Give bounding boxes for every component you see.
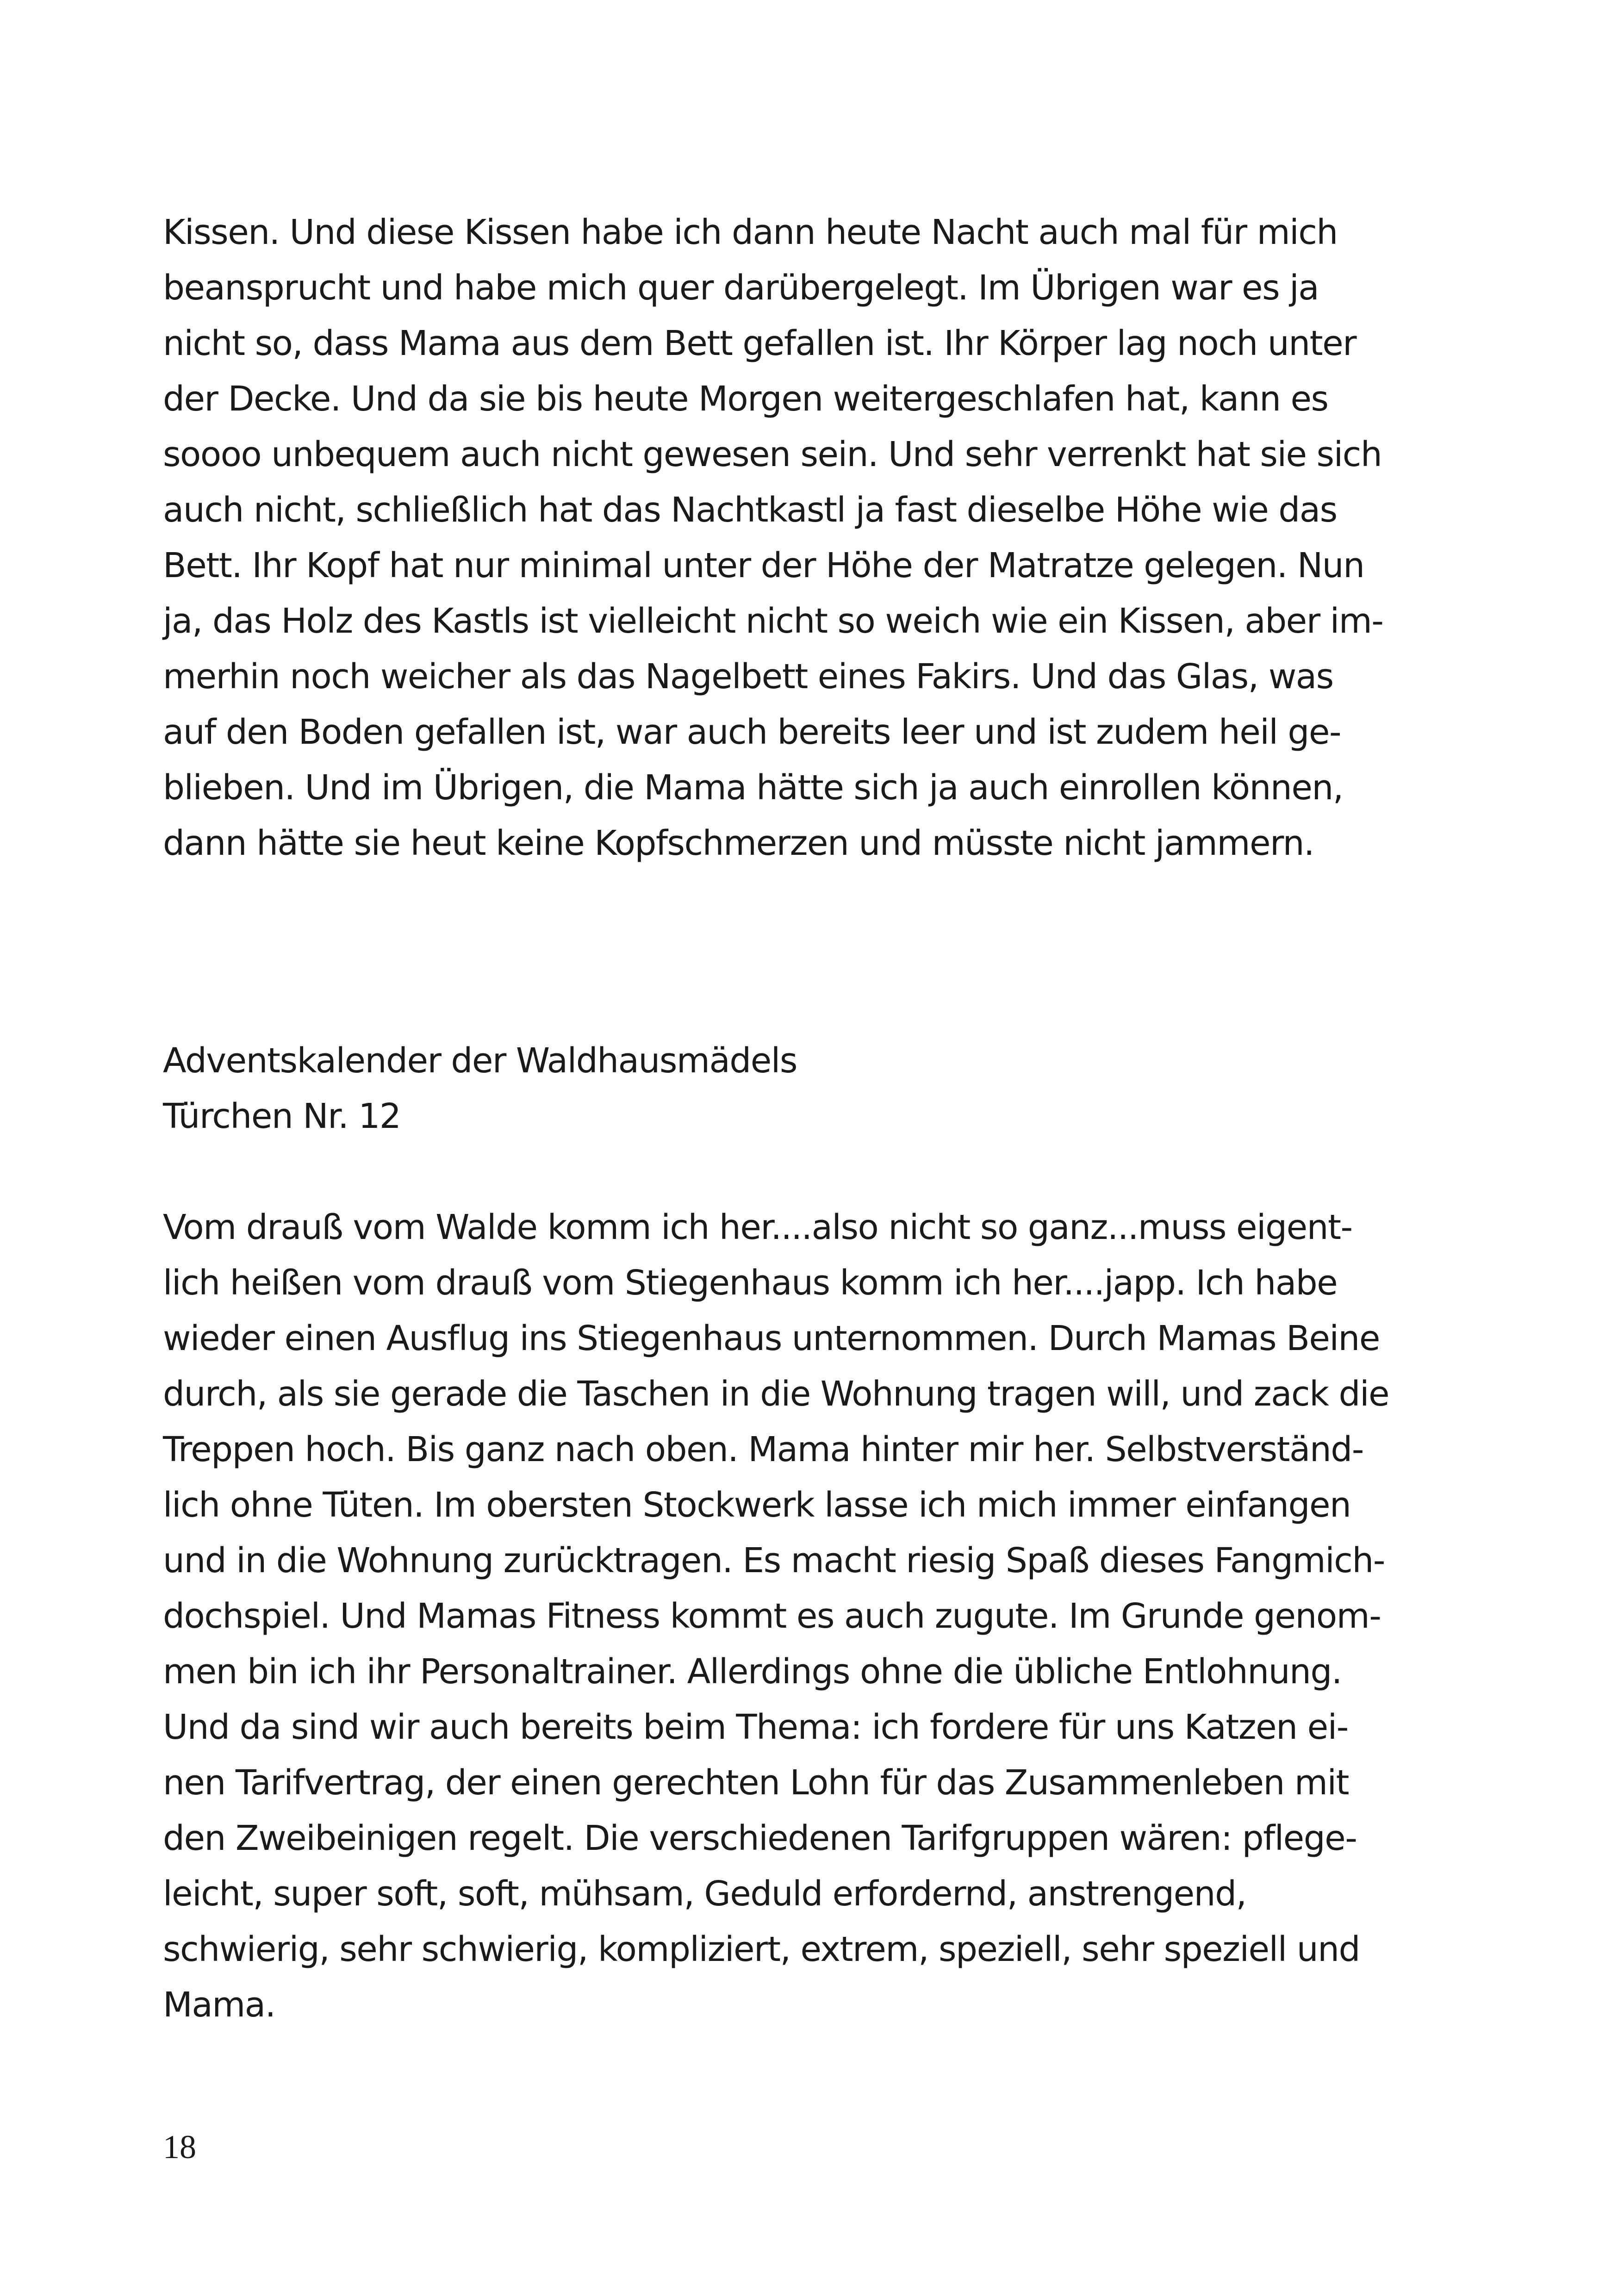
text-line: leicht, super soft, soft, mühsam, Geduld erfordernd, anstrengend, (163, 1874, 1246, 1914)
text-line: blieben. Und im Übrigen, die Mama hätte sich ja auch einrollen können, (163, 768, 1343, 808)
text-line: auch nicht, schließlich hat das Nachtkastl ja fast dieselbe Höhe wie das (163, 490, 1337, 530)
text-line: dochspiel. Und Mamas Fitness kommt es auch zugute. Im Grunde genom- (163, 1596, 1381, 1636)
heading-title: Adventskalender der Waldhausmädels (163, 1041, 797, 1081)
body-paragraph-1 (163, 205, 1383, 871)
text-line: schwierig, sehr schwierig, kompliziert, extrem, speziell, sehr speziell und (163, 1929, 1360, 1969)
text-line: nicht so, dass Mama aus dem Bett gefallen ist. Ihr Körper lag noch unter (163, 324, 1357, 363)
text-line: durch, als sie gerade die Taschen in die Wohnung tragen will, und zack die (163, 1374, 1389, 1414)
text-line: auf den Boden gefallen ist, war auch bereits leer und ist zudem heil ge- (163, 712, 1341, 752)
text-line: merhin noch weicher als das Nagelbett eines Fakirs. Und das Glas, was (163, 657, 1333, 697)
text-line: beansprucht und habe mich quer darübergelegt. Im Übrigen war es ja (163, 268, 1319, 308)
text-line: dann hätte sie heut keine Kopfschmerzen und müsste nicht jammern. (163, 823, 1314, 863)
text-line: und in die Wohnung zurücktragen. Es macht riesig Spaß dieses Fangmich- (163, 1541, 1385, 1580)
text-line: den Zweibeinigen regelt. Die verschiedenen Tarifgruppen wären: pflege- (163, 1818, 1357, 1858)
text-line: der Decke. Und da sie bis heute Morgen weitergeschlafen hat, kann es (163, 379, 1328, 419)
section-heading (163, 1033, 797, 1144)
text-line: nen Tarifvertrag, der einen gerechten Lohn für das Zusammenleben mit (163, 1763, 1349, 1803)
text-line: wieder einen Ausflug ins Stiegenhaus unternommen. Durch Mamas Beine (163, 1319, 1380, 1358)
text-line: Und da sind wir auch bereits beim Thema: ich fordere für uns Katzen ei- (163, 1707, 1348, 1747)
text-line: Mama. (163, 1985, 275, 2025)
text-line: Vom drauß vom Walde komm ich her....also nicht so ganz...muss eigent- (163, 1207, 1352, 1247)
page-number: 18 (163, 2128, 196, 2165)
body-paragraph-2 (163, 1200, 1389, 2033)
text-line: lich heißen vom drauß vom Stiegenhaus komm ich her....japp. Ich habe (163, 1263, 1338, 1303)
text-line: soooo unbequem auch nicht gewesen sein. Und sehr verrenkt hat sie sich (163, 435, 1382, 474)
text-line: men bin ich ihr Personaltrainer. Allerdings ohne die übliche Entlohnung. (163, 1652, 1342, 1692)
text-line: Kissen. Und diese Kissen habe ich dann heute Nacht auch mal für mich (163, 212, 1338, 252)
heading-subtitle: Türchen Nr. 12 (163, 1096, 401, 1136)
text-line: lich ohne Tüten. Im obersten Stockwerk lasse ich mich immer einfangen (163, 1485, 1351, 1525)
text-line: Bett. Ihr Kopf hat nur minimal unter der Höhe der Matratze gelegen. Nun (163, 546, 1364, 585)
text-line: Treppen hoch. Bis ganz nach oben. Mama hinter mir her. Selbstverständ- (163, 1430, 1363, 1469)
text-line: ja, das Holz des Kastls ist vielleicht nicht so weich wie ein Kissen, aber im- (163, 601, 1383, 641)
